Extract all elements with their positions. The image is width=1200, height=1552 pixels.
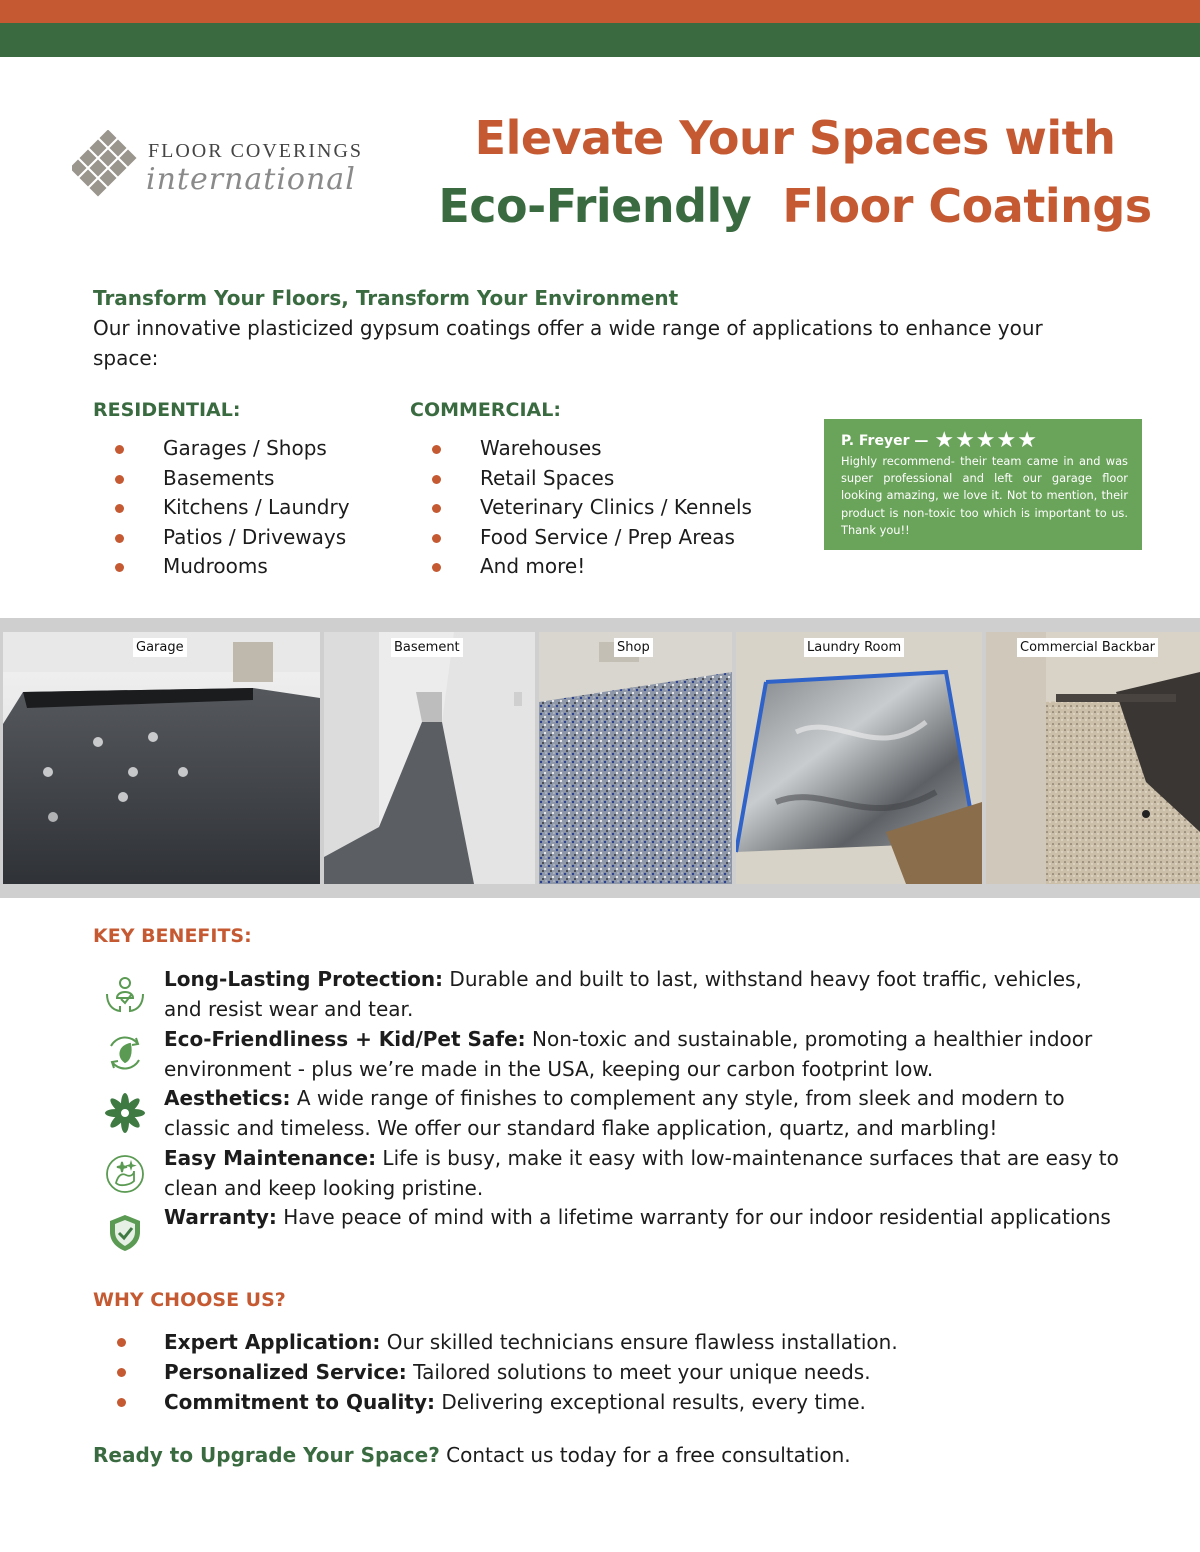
list-item bbox=[93, 552, 350, 582]
benefit-title: Warranty: bbox=[164, 1205, 277, 1229]
residential-heading: RESIDENTIAL: bbox=[93, 399, 241, 421]
laundry-room-photo bbox=[736, 632, 982, 884]
list-item bbox=[410, 552, 752, 582]
benefit-item bbox=[164, 1083, 1124, 1143]
list-item-label: Patios / Driveways bbox=[163, 524, 347, 549]
bullet-icon bbox=[115, 534, 124, 543]
bullet-icon bbox=[115, 563, 124, 572]
benefit-title: Eco-Friendliness + Kid/Pet Safe: bbox=[164, 1027, 526, 1051]
benefit-text: Non-toxic and sustainable, promoting a healthier indoor environment - plus we’re made in the USA, keeping our carbon footprint low. bbox=[164, 1027, 1093, 1081]
benefit-text: A wide range of finishes to complement any style, from sleek and modern to classic and timeless. We offer our standard flake application, quartz, and marbling! bbox=[164, 1086, 1065, 1140]
intro-text: Our innovative plasticized gypsum coatings offer a wide range of applications to enhance your space: bbox=[93, 316, 1043, 370]
photo-label-commercial-backbar: Commercial Backbar bbox=[1017, 638, 1158, 657]
list-item-label: Kitchens / Laundry bbox=[163, 495, 350, 520]
review-header bbox=[841, 429, 1128, 453]
why-item-text: Tailored solutions to meet your unique needs. bbox=[406, 1360, 871, 1384]
benefit-text: Life is busy, make it easy with low-maintenance surfaces that are easy to clean and keep looking pristine. bbox=[164, 1146, 1119, 1200]
benefit-title: Long-Lasting Protection: bbox=[164, 967, 444, 991]
bullet-icon bbox=[115, 475, 124, 484]
list-item bbox=[410, 434, 752, 464]
cta-lead: Ready to Upgrade Your Space? bbox=[93, 1443, 440, 1467]
why-item-title: Personalized Service: bbox=[164, 1360, 407, 1384]
why-item-title: Expert Application: bbox=[164, 1330, 381, 1354]
basement-photo bbox=[324, 632, 535, 884]
list-item-label: Retail Spaces bbox=[480, 465, 615, 490]
photo-label-laundry-room: Laundry Room bbox=[804, 638, 904, 657]
benefit-text: Have peace of mind with a lifetime warranty for our indoor residential applications bbox=[276, 1205, 1111, 1229]
residential-list bbox=[93, 434, 350, 582]
review-author: P. Freyer — bbox=[841, 433, 929, 449]
commercial-backbar-photo bbox=[986, 632, 1200, 884]
list-item bbox=[93, 1357, 898, 1387]
list-item bbox=[93, 523, 350, 553]
benefit-item bbox=[164, 1143, 1124, 1203]
bullet-icon bbox=[432, 475, 441, 484]
bullet-icon bbox=[432, 504, 441, 513]
garage-photo-image bbox=[3, 632, 320, 884]
star-rating-icon: ★★★★★ bbox=[934, 428, 1038, 453]
benefit-title: Aesthetics: bbox=[164, 1086, 291, 1110]
bullet-icon bbox=[432, 445, 441, 454]
benefit-item bbox=[164, 1024, 1124, 1084]
list-item bbox=[93, 1387, 898, 1417]
commercial-heading: COMMERCIAL: bbox=[410, 399, 561, 421]
why-item-text: Our skilled technicians ensure flawless installation. bbox=[380, 1330, 898, 1354]
list-item-label: Garages / Shops bbox=[163, 436, 327, 460]
headline-line-1: Elevate Your Spaces with bbox=[474, 111, 1116, 165]
laundry-room-photo-image bbox=[736, 632, 982, 884]
brand-logo bbox=[72, 130, 392, 202]
bullet-icon bbox=[117, 1398, 126, 1407]
basement-photo-image bbox=[324, 632, 535, 884]
shield-check-icon bbox=[104, 1212, 146, 1254]
bullet-icon bbox=[115, 504, 124, 513]
bullet-icon bbox=[115, 445, 124, 454]
list-item bbox=[410, 464, 752, 494]
shop-photo-image bbox=[539, 632, 732, 884]
call-to-action bbox=[93, 1440, 851, 1470]
protection-hands-icon bbox=[104, 974, 146, 1016]
customer-review-card bbox=[824, 419, 1142, 550]
why-item-text: Delivering exceptional results, every time. bbox=[435, 1390, 866, 1414]
photo-label-basement: Basement bbox=[391, 638, 463, 657]
eco-leaf-icon bbox=[104, 1032, 146, 1074]
headline-floor-coatings: Floor Coatings bbox=[782, 179, 1152, 233]
headline-eco-friendly: Eco-Friendly bbox=[438, 179, 752, 233]
logo-text-international: international bbox=[146, 162, 356, 197]
commercial-backbar-photo-image bbox=[986, 632, 1200, 884]
sparkle-hand-icon bbox=[104, 1153, 146, 1195]
bullet-icon bbox=[432, 563, 441, 572]
garage-photo bbox=[3, 632, 320, 884]
why-choose-us-heading: WHY CHOOSE US? bbox=[93, 1289, 286, 1311]
benefit-item bbox=[164, 964, 1124, 1024]
photo-gallery bbox=[0, 618, 1200, 898]
list-item bbox=[93, 493, 350, 523]
intro-subtitle: Transform Your Floors, Transform Your Environment bbox=[93, 286, 679, 310]
logo-text-floor-coverings: FLOOR COVERINGS bbox=[148, 140, 364, 162]
list-item bbox=[93, 464, 350, 494]
list-item bbox=[410, 493, 752, 523]
list-item bbox=[93, 1327, 898, 1357]
benefit-text: Durable and built to last, withstand heavy foot traffic, vehicles, and resist wear and tear. bbox=[164, 967, 1082, 1021]
list-item bbox=[410, 523, 752, 553]
benefit-title: Easy Maintenance: bbox=[164, 1146, 377, 1170]
top-orange-band bbox=[0, 0, 1200, 23]
page-headline bbox=[400, 104, 1190, 240]
bullet-icon bbox=[117, 1368, 126, 1377]
list-item-label: And more! bbox=[480, 554, 586, 579]
list-item-label: Food Service / Prep Areas bbox=[480, 524, 735, 549]
diamond-grid-logo-icon bbox=[72, 130, 144, 202]
list-item bbox=[93, 434, 350, 464]
commercial-list bbox=[410, 434, 752, 582]
key-benefits-heading: KEY BENEFITS: bbox=[93, 925, 252, 947]
headline-line-2 bbox=[400, 172, 1190, 240]
list-item-label: Warehouses bbox=[480, 436, 602, 460]
photo-label-shop: Shop bbox=[614, 638, 653, 657]
top-green-band bbox=[0, 23, 1200, 57]
review-text: Highly recommend- their team came in and was super professional and left our garage floor looking amazing, we love it. Not to mention, their product is non-toxic too which is important to us. Thank you!! bbox=[841, 454, 1128, 537]
benefit-item bbox=[164, 1202, 1124, 1232]
photo-label-garage: Garage bbox=[133, 638, 187, 657]
list-item-label: Basements bbox=[163, 465, 275, 490]
bullet-icon bbox=[117, 1338, 126, 1347]
shop-photo bbox=[539, 632, 732, 884]
list-item-label: Veterinary Clinics / Kennels bbox=[480, 495, 752, 520]
list-item-label: Mudrooms bbox=[163, 554, 268, 579]
why-item-title: Commitment to Quality: bbox=[164, 1390, 435, 1414]
cta-text: Contact us today for a free consultation. bbox=[439, 1443, 851, 1467]
bullet-icon bbox=[432, 534, 441, 543]
why-choose-us-list bbox=[93, 1327, 898, 1417]
flower-icon bbox=[104, 1092, 146, 1134]
